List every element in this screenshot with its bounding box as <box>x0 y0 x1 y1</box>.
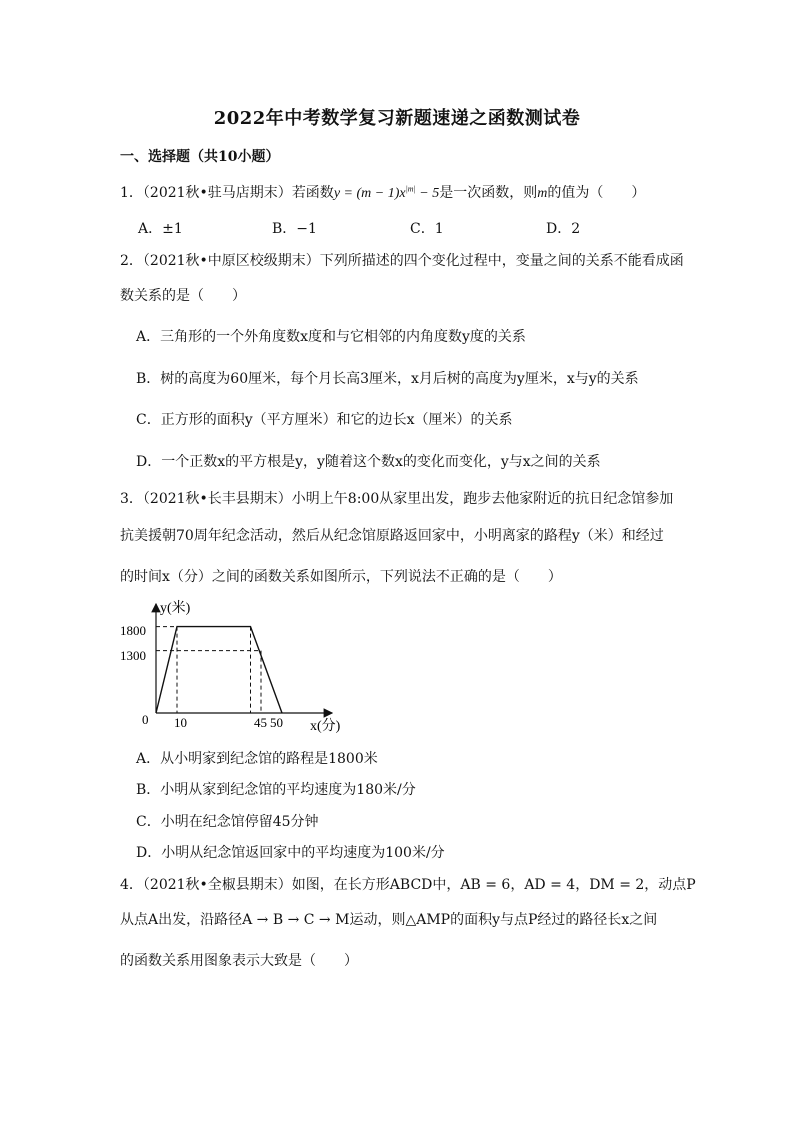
page-title: 2022年中考数学复习新题速递之函数测试卷 <box>213 108 581 129</box>
q2-option-c: C．正方形的面积y（平方厘米）和它的边长x（厘米）的关系 <box>136 412 513 428</box>
q3-option-b: B．小明从家到纪念馆的平均速度为180米/分 <box>136 782 416 798</box>
q4-line-2: 从点A出发，沿路径A → B → C → M运动，则△AMP的面积y与点P经过的路径长x之间 <box>120 912 658 928</box>
q1-formula-tail: − 5 <box>415 186 440 201</box>
q1-option-d: D．2 <box>546 221 581 237</box>
q1-option-b: B．−1 <box>272 221 317 237</box>
q2-option-a: A．三角形的一个外角度数x度和与它相邻的内角度数y度的关系 <box>136 329 526 345</box>
q1-source: （2021秋•驻马店期末） <box>142 185 292 201</box>
q1-option-c: C．1 <box>410 221 444 237</box>
distance-line <box>156 627 282 713</box>
question-1 <box>120 182 680 202</box>
q3-option-d: D．小明从纪念馆返回家中的平均速度为100米/分 <box>136 845 445 861</box>
q3-line-2: 抗美援朝70周年纪念活动，然后从纪念馆原路返回家中，小明离家的路程y（米）和经过 <box>120 528 664 544</box>
q1-text-c: 的值为（ ） <box>547 185 646 201</box>
section-heading: 一、选择题（共10小题） <box>120 149 280 165</box>
y-tick-1800: 1800 <box>120 623 146 638</box>
y-tick-1300: 1300 <box>120 648 146 663</box>
x-axis-label: x(分) <box>310 719 341 734</box>
q1-variable: m <box>537 186 548 201</box>
q3-option-a: A．从小明家到纪念馆的路程是1800米 <box>136 751 378 767</box>
x-tick-45: 45 <box>254 715 267 730</box>
q1-option-a: A．±1 <box>138 221 183 237</box>
origin-label: 0 <box>142 712 149 727</box>
q2-line-2: 数关系的是（ ） <box>120 288 246 304</box>
q2-option-b: B．树的高度为60厘米，每个月长高3厘米，x月后树的高度为y厘米，x与y的关系 <box>136 371 639 387</box>
q2-option-d: D．一个正数x的平方根是y，y随着这个数x的变化而变化，y与x之间的关系 <box>136 454 601 470</box>
x-tick-50: 50 <box>270 715 283 730</box>
y-axis-label: y(米) <box>160 601 191 616</box>
q1-text-a: 若函数 <box>291 185 334 201</box>
q1-number: 1． <box>120 185 143 201</box>
q1-text-b: 是一次函数，则 <box>439 185 538 201</box>
q3-option-c: C．小明在纪念馆停留45分钟 <box>136 814 319 830</box>
q1-exponent: |m| <box>405 184 416 194</box>
q4-line-3: 的函数关系用图象表示大致是（ ） <box>120 953 358 969</box>
q3-line-1: 3．（2021秋•长丰县期末）小明上午8:00从家里出发，跑步去他家附近的抗日纪念馆参加 <box>120 491 674 507</box>
x-tick-10: 10 <box>174 715 187 730</box>
q2-line-1: 2．（2021秋•中原区校级期末）下列所描述的四个变化过程中，变量之间的关系不能看成函 <box>120 253 684 269</box>
q3-line-3: 的时间x（分）之间的函数关系如图所示，下列说法不正确的是（ ） <box>120 569 562 585</box>
q1-formula: y = (m − 1)x <box>333 186 406 201</box>
distance-time-graph <box>120 596 380 746</box>
q4-line-1: 4．（2021秋•全椒县期末）如图，在长方形ABCD中，AB = 6，AD = 4，DM = 2，动点P <box>120 877 696 893</box>
